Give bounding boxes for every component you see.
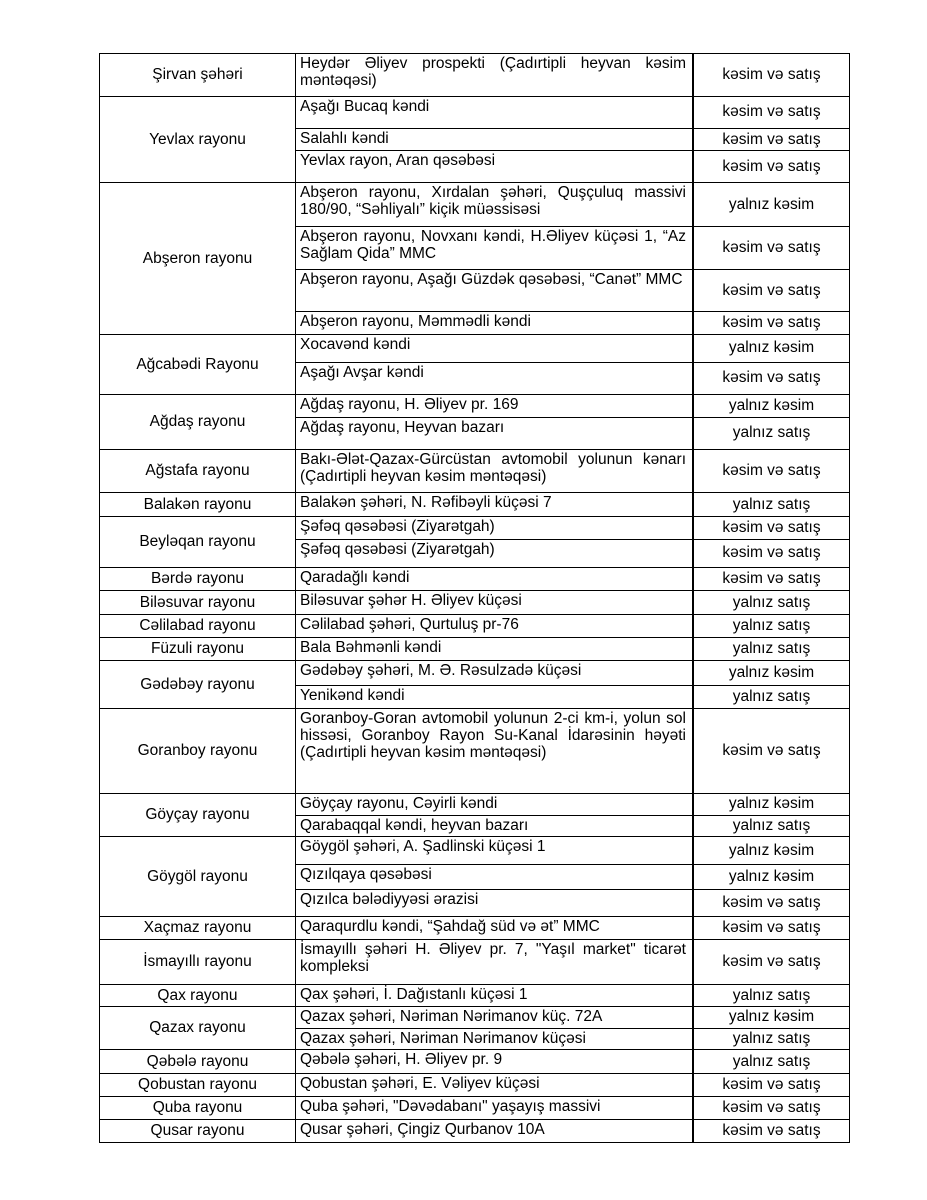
location-cell: Salahlı kəndi (296, 129, 694, 150)
location-row (296, 890, 849, 916)
location-row (296, 493, 849, 516)
region-cell: Qazax rayonu (100, 1007, 296, 1049)
location-group (296, 1120, 849, 1142)
location-group (296, 97, 849, 182)
table-row (99, 794, 850, 837)
location-cell: Bakı-Ələt-Qazax-Gürcüstan avtomobil yolunun kənarı (Çadırtipli heyvan kəsim məntəqəsi) (296, 450, 694, 492)
location-group (296, 568, 849, 590)
location-row (296, 270, 849, 312)
activity-cell: yalnız satış (732, 593, 811, 611)
location-row (296, 540, 849, 567)
location-cell: Abşeron rayonu, Məmmədli kəndi (296, 312, 694, 334)
region-cell: Qax rayonu (100, 985, 296, 1006)
table-row (99, 1120, 850, 1143)
table-row (99, 940, 850, 985)
activity-cell: yalnız satış (732, 688, 811, 706)
activity-cell: yalnız satış (732, 986, 811, 1004)
table-row (99, 615, 850, 638)
activity-cell: yalnız kəsim (728, 396, 815, 414)
table-row (99, 53, 850, 97)
activity-cell: kəsim və satış (722, 1099, 821, 1116)
location-cell: Qazax şəhəri, Nəriman Nərimanov küç. 72A (296, 1007, 694, 1028)
location-group (296, 661, 849, 708)
region-cell: Xaçmaz rayonu (100, 917, 296, 939)
activity-cell: yalnız kəsim (728, 795, 815, 813)
location-cell: Aşağı Avşar kəndi (296, 363, 694, 394)
location-cell: Göygöl şəhəri, A. Şadlinski küçəsi 1 (296, 837, 694, 864)
activity-cell: kəsim və satış (722, 742, 821, 759)
activity-cell: yalnız kəsim (728, 1008, 815, 1026)
region-cell: Quba rayonu (100, 1097, 296, 1119)
location-row (296, 985, 849, 1006)
activity-cell: yalnız satış (732, 1029, 811, 1047)
region-cell: İsmayıllı rayonu (100, 940, 296, 984)
location-row (296, 151, 849, 182)
activity-cell: kəsim və satış (722, 281, 821, 299)
location-cell: Qaraqurdlu kəndi, “Şahdağ süd və ət” MMC (296, 917, 694, 939)
region-cell: Göyçay rayonu (100, 794, 296, 836)
location-cell: Quba şəhəri, "Dəvədabanı" yaşayış massivi (296, 1097, 694, 1119)
activity-cell: kəsim və satış (722, 570, 821, 587)
location-row (296, 1029, 849, 1050)
table-row (99, 395, 850, 450)
location-cell: Qaradağlı kəndi (296, 568, 694, 590)
location-group (296, 837, 849, 916)
location-row (296, 837, 849, 865)
location-row (296, 591, 849, 614)
location-cell: Qızılqaya qəsəbəsi (296, 865, 694, 888)
region-cell: Cəlilabad rayonu (100, 615, 296, 637)
location-row (296, 335, 849, 363)
location-cell: Yenikənd kəndi (296, 686, 694, 708)
location-row (296, 312, 849, 334)
location-row (296, 363, 849, 394)
region-cell: Bərdə rayonu (100, 568, 296, 590)
location-cell: Qusar şəhəri, Çingiz Qurbanov 10A (296, 1120, 694, 1142)
table-row (99, 568, 850, 591)
location-group (296, 183, 849, 334)
region-cell: Ağcabədi Rayonu (100, 335, 296, 394)
region-cell: Göygöl rayonu (100, 837, 296, 916)
table-row (99, 1097, 850, 1120)
region-cell: Balakən rayonu (100, 493, 296, 516)
location-row (296, 615, 849, 637)
location-row (296, 816, 849, 837)
location-group (296, 54, 849, 96)
location-cell: Ağdaş rayonu, Heyvan bazarı (296, 418, 694, 449)
activity-cell: kəsim və satış (722, 462, 821, 479)
region-cell: Biləsuvar rayonu (100, 591, 296, 614)
location-group (296, 940, 849, 984)
activity-cell: kəsim və satış (722, 157, 821, 175)
table-row (99, 638, 850, 661)
location-cell: Goranboy-Goran avtomobil yolunun 2-ci km-i, yolun sol hissəsi, Goranboy Rayon Su-Kanal İdarəsinin həyəti (Çadırtipli heyvan kəsim məntəqəsi) (296, 709, 694, 793)
location-row (296, 1050, 849, 1073)
activity-cell: kəsim və satış (722, 1076, 821, 1093)
location-row (296, 517, 849, 540)
location-group (296, 1074, 849, 1096)
table-row (99, 837, 850, 917)
table-row (99, 1050, 850, 1074)
activity-cell: kəsim və satış (722, 1122, 821, 1139)
location-cell: Abşeron rayonu, Novxanı kəndi, H.Əliyev küçəsi 1, “Az Sağlam Qida” MMC (296, 227, 694, 268)
location-row (296, 794, 849, 816)
location-group (296, 450, 849, 492)
location-cell: Balakən şəhəri, N. Rəfibəyli küçəsi 7 (296, 493, 694, 516)
location-cell: Xocavənd kəndi (296, 335, 694, 362)
activity-cell: yalnız satış (732, 1052, 811, 1070)
location-group (296, 591, 849, 614)
activity-cell: kəsim və satış (722, 953, 821, 970)
location-row (296, 227, 849, 269)
region-cell: Abşeron rayonu (100, 183, 296, 334)
activity-cell: kəsim və satış (722, 66, 821, 83)
location-row (296, 638, 849, 660)
location-group (296, 615, 849, 637)
table-row (99, 450, 850, 493)
location-row (296, 450, 849, 492)
locations-table (99, 53, 850, 1143)
region-cell: Yevlax rayonu (100, 97, 296, 182)
activity-cell: kəsim və satış (722, 130, 821, 148)
region-cell: Qobustan rayonu (100, 1074, 296, 1096)
location-cell: Heydər Əliyev prospekti (Çadırtipli heyvan kəsim məntəqəsi) (296, 54, 694, 96)
activity-cell: kəsim və satış (722, 893, 821, 911)
location-group (296, 638, 849, 660)
region-cell: Gədəbəy rayonu (100, 661, 296, 708)
location-cell: Qax şəhəri, İ. Dağıstanlı küçəsi 1 (296, 985, 694, 1006)
location-cell: Şəfəq qəsəbəsi (Ziyarətgah) (296, 540, 694, 567)
activity-cell: yalnız satış (732, 640, 811, 657)
location-cell: Qəbələ şəhəri, H. Əliyev pr. 9 (296, 1050, 694, 1073)
location-row (296, 568, 849, 590)
location-group (296, 794, 849, 836)
table-row (99, 335, 850, 395)
location-cell: Ağdaş rayonu, H. Əliyev pr. 169 (296, 395, 694, 417)
table-row (99, 97, 850, 183)
location-row (296, 865, 849, 889)
location-cell: Abşeron rayonu, Xırdalan şəhəri, Quşçuluq massivi 180/90, “Səhliyalı” kiçik müəssisəsi (296, 183, 694, 226)
location-row (296, 395, 849, 418)
region-cell: Beyləqan rayonu (100, 517, 296, 567)
activity-cell: yalnız kəsim (728, 664, 815, 682)
activity-cell: kəsim və satış (722, 239, 821, 257)
location-group (296, 1097, 849, 1119)
location-cell: Gədəbəy şəhəri, M. Ə. Rəsulzadə küçəsi (296, 661, 694, 685)
location-group (296, 917, 849, 939)
location-cell: Yevlax rayon, Aran qəsəbəsi (296, 151, 694, 182)
table-row (99, 591, 850, 615)
activity-cell: yalnız kəsim (728, 841, 815, 859)
activity-cell: yalnız kəsim (728, 195, 815, 213)
activity-cell: kəsim və satış (722, 103, 821, 121)
location-row (296, 1074, 849, 1096)
activity-cell: kəsim və satış (722, 544, 821, 562)
activity-cell: kəsim və satış (722, 518, 821, 536)
location-cell: Qarabaqqal kəndi, heyvan bazarı (296, 816, 694, 837)
table-row (99, 661, 850, 709)
location-cell: Göyçay rayonu, Cəyirli kəndi (296, 794, 694, 815)
location-group (296, 395, 849, 449)
activity-cell: yalnız satış (732, 424, 811, 442)
activity-cell: kəsim və satış (722, 314, 821, 332)
location-row (296, 183, 849, 227)
location-cell: Qobustan şəhəri, E. Vəliyev küçəsi (296, 1074, 694, 1096)
table-row (99, 517, 850, 568)
location-group (296, 709, 849, 793)
table-row (99, 493, 850, 517)
location-group (296, 517, 849, 567)
location-row (296, 129, 849, 151)
location-row (296, 1007, 849, 1029)
location-row (296, 661, 849, 686)
activity-cell: yalnız satış (732, 816, 811, 834)
location-cell: Biləsuvar şəhər H. Əliyev küçəsi (296, 591, 694, 614)
table-row (99, 709, 850, 794)
location-cell: Qızılca bələdiyyəsi ərazisi (296, 890, 694, 916)
location-cell: Qazax şəhəri, Nəriman Nərimanov küçəsi (296, 1029, 694, 1050)
location-row (296, 97, 849, 129)
activity-cell: yalnız satış (732, 617, 811, 634)
location-row (296, 686, 849, 708)
location-row (296, 1097, 849, 1119)
table-row (99, 183, 850, 335)
region-cell: Ağdaş rayonu (100, 395, 296, 449)
location-row (296, 709, 849, 793)
table-row (99, 917, 850, 940)
activity-cell: kəsim və satış (722, 369, 821, 387)
table-row (99, 1074, 850, 1097)
activity-cell: yalnız satış (732, 495, 811, 513)
region-cell: Qusar rayonu (100, 1120, 296, 1142)
location-cell: Abşeron rayonu, Aşağı Güzdək qəsəbəsi, “Canət” MMC (296, 270, 694, 311)
region-cell: Füzuli rayonu (100, 638, 296, 660)
location-group (296, 1050, 849, 1073)
location-group (296, 335, 849, 394)
region-cell: Goranboy rayonu (100, 709, 296, 793)
location-group (296, 493, 849, 516)
location-row (296, 418, 849, 449)
location-row (296, 940, 849, 984)
activity-cell: kəsim və satış (722, 919, 821, 936)
location-cell: Cəlilabad şəhəri, Qurtuluş pr-76 (296, 615, 694, 637)
location-group (296, 985, 849, 1006)
location-cell: İsmayıllı şəhəri H. Əliyev pr. 7, "Yaşıl market" ticarət kompleksi (296, 940, 694, 984)
location-cell: Şəfəq qəsəbəsi (Ziyarətgah) (296, 517, 694, 539)
activity-cell: yalnız kəsim (728, 867, 815, 885)
region-cell: Ağstafa rayonu (100, 450, 296, 492)
region-cell: Qəbələ rayonu (100, 1050, 296, 1073)
location-row (296, 1120, 849, 1142)
location-group (296, 1007, 849, 1049)
location-cell: Aşağı Bucaq kəndi (296, 97, 694, 128)
table-row (99, 985, 850, 1007)
location-cell: Bala Bəhmənli kəndi (296, 638, 694, 660)
location-row (296, 54, 849, 96)
table-row (99, 1007, 850, 1050)
activity-cell: yalnız kəsim (728, 339, 815, 357)
location-row (296, 917, 849, 939)
region-cell: Şirvan şəhəri (100, 54, 296, 96)
